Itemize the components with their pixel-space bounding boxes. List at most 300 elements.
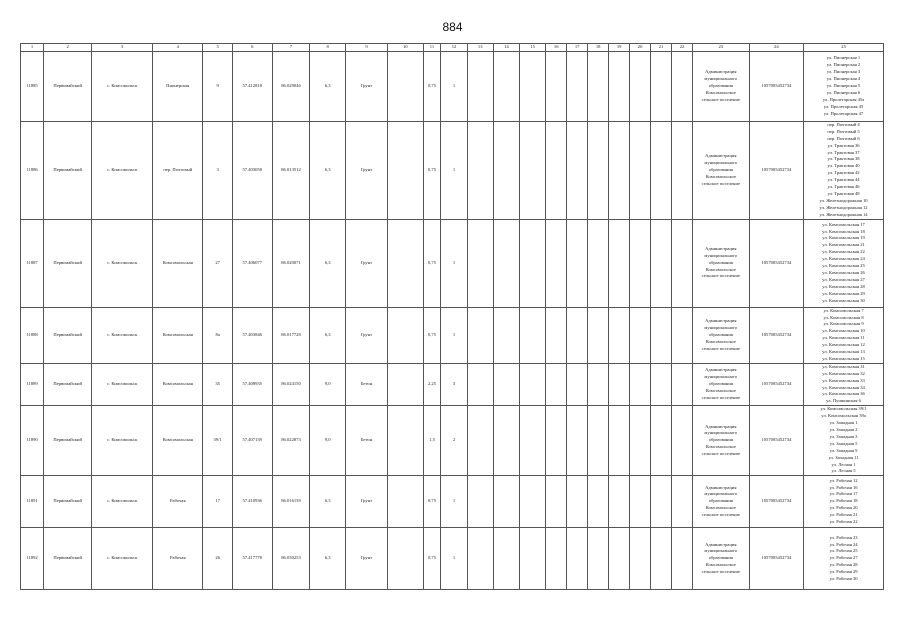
surface-material-cell: Грунт — [346, 51, 388, 121]
empty-cell — [630, 406, 651, 476]
surface-material-cell: Грунт — [346, 528, 388, 590]
empty-cell — [588, 219, 609, 307]
address-line: ул. Комсомольская 34 — [822, 384, 865, 390]
address-line: ул. Пионерская 4 — [826, 76, 861, 82]
container-count-cell: 1 — [441, 219, 467, 307]
served-addresses-cell — [804, 307, 884, 363]
longitude-cell: 86.017728 — [272, 307, 310, 363]
ogrn-cell: 1057005452734 — [749, 406, 804, 476]
address-line: ул. Рабочая 12 — [829, 477, 858, 483]
settlement-cell: с. Комсомольск — [92, 307, 153, 363]
address-line: ул. Западная 1 — [829, 420, 858, 426]
column-number-7: 7 — [272, 44, 310, 52]
table-row — [21, 363, 884, 405]
address-line: ул. Трактовая 40 — [827, 163, 860, 169]
row-id: 11886 — [21, 121, 44, 219]
area-cell: 6,3 — [310, 51, 346, 121]
empty-cell — [546, 476, 567, 528]
empty-cell — [493, 121, 519, 219]
empty-cell — [467, 307, 493, 363]
address-line: ул. Рабочая 25 — [829, 548, 858, 554]
table-row — [21, 121, 884, 219]
district-cell: Первомайский — [44, 121, 92, 219]
house-cell: 8а — [203, 307, 232, 363]
address-line: ул. Комсомольская 24 — [822, 256, 865, 262]
address-line: ул. Западная 2 — [829, 427, 858, 432]
empty-cell — [588, 528, 609, 590]
column-number-18: 18 — [588, 44, 609, 52]
empty-cell — [630, 528, 651, 590]
row-id: 11891 — [21, 476, 44, 528]
address-line: пер. Почтовый 6 — [827, 135, 860, 141]
address-line: ул. Комсомольская 11 — [822, 335, 865, 341]
empty-cell — [493, 406, 519, 476]
address-line: ул. Комсомольская 8 — [823, 314, 864, 320]
house-cell: 9 — [203, 51, 232, 121]
empty-cell — [588, 476, 609, 528]
address-line: ул. Комсомольская 39/1 — [820, 406, 867, 412]
empty-cell — [651, 363, 672, 405]
longitude-cell: 86.013512 — [272, 121, 310, 219]
longitude-cell: 86.020071 — [272, 219, 310, 307]
address-line: ул. Комсомольская 31 — [822, 363, 865, 369]
served-addresses-cell — [804, 219, 884, 307]
owner-line: сельское поселение — [701, 180, 740, 186]
owner-line: сельское поселение — [701, 273, 740, 279]
owner-line: Комсомольское — [705, 266, 736, 272]
owner-cell — [693, 363, 750, 405]
ogrn-cell: 1057005452734 — [749, 528, 804, 590]
address-line: ул. Рабочая 22 — [829, 519, 858, 525]
owner-line: Комсомольское — [705, 388, 736, 394]
owner-line: муниципального — [704, 76, 738, 82]
owner-line: Администрация — [705, 69, 737, 75]
owner-line: сельское поселение — [701, 345, 740, 351]
empty-cell — [546, 363, 567, 405]
empty-cell — [588, 363, 609, 405]
empty-cell — [546, 51, 567, 121]
empty-cell — [588, 307, 609, 363]
empty-cell — [672, 51, 693, 121]
table-row — [21, 307, 884, 363]
ogrn-cell: 1057005452734 — [749, 363, 804, 405]
area-cell: 6,3 — [310, 219, 346, 307]
settlement-cell: с. Комсомольск — [92, 51, 153, 121]
empty-cell — [387, 476, 423, 528]
empty-cell — [609, 121, 630, 219]
empty-cell — [520, 307, 546, 363]
empty-cell — [672, 307, 693, 363]
address-line: ул. Пролетарская 45 — [823, 103, 864, 109]
column-number-15: 15 — [520, 44, 546, 52]
address-line: ул. Комсомольская 15 — [822, 355, 865, 361]
column-number-12: 12 — [441, 44, 467, 52]
address-line: ул. Пионерская 2 — [826, 62, 861, 68]
address-line: ул. Рабочая 23 — [829, 534, 858, 540]
latitude-cell: 57.412818 — [232, 51, 272, 121]
surface-material-cell: Грунт — [346, 121, 388, 219]
address-line: ул. Рабочая 20 — [829, 505, 858, 511]
column-number-22: 22 — [672, 44, 693, 52]
empty-cell — [387, 528, 423, 590]
owner-line: Администрация — [705, 541, 737, 547]
district-cell: Первомайский — [44, 363, 92, 405]
address-line: ул. Рабочая 18 — [829, 498, 858, 504]
owner-line: муниципального — [704, 430, 738, 436]
owner-line: сельское поселение — [701, 512, 740, 518]
owner-line: Комсомольское — [705, 89, 736, 95]
longitude-cell: 86.016139 — [272, 476, 310, 528]
address-line: ул. Трактовая 42 — [827, 170, 860, 176]
owner-line: Комсомольское — [705, 505, 736, 511]
table-row — [21, 219, 884, 307]
empty-cell — [651, 307, 672, 363]
house-cell: 35 — [203, 363, 232, 405]
district-cell: Первомайский — [44, 406, 92, 476]
empty-cell — [520, 363, 546, 405]
owner-line: муниципального — [704, 324, 738, 330]
row-id: 11888 — [21, 307, 44, 363]
empty-cell — [546, 307, 567, 363]
owner-cell — [693, 406, 750, 476]
house-cell: 17 — [203, 476, 232, 528]
empty-cell — [672, 476, 693, 528]
house-cell: 39/1 — [203, 406, 232, 476]
address-line: ул. Комсомольская 7 — [823, 307, 864, 313]
address-line: ул. Западная 9 — [829, 447, 858, 453]
owner-line: сельское поселение — [701, 569, 740, 575]
owner-line: образования — [708, 331, 733, 337]
empty-cell — [546, 528, 567, 590]
address-line: ул. Пионерская 1 — [826, 55, 861, 61]
address-line: ул. Рабочая 28 — [829, 562, 858, 568]
empty-cell — [672, 363, 693, 405]
address-line: ул. Западная 5 — [829, 440, 858, 446]
column-number-row — [21, 44, 884, 52]
surface-material-cell: Бетон — [346, 363, 388, 405]
ogrn-cell: 1057005452734 — [749, 307, 804, 363]
area-cell: 9,0 — [310, 363, 346, 405]
row-id: 11890 — [21, 406, 44, 476]
latitude-cell: 57.410936 — [232, 476, 272, 528]
empty-cell — [672, 219, 693, 307]
district-cell: Первомайский — [44, 476, 92, 528]
address-line: ул. Комсомольская 17 — [822, 221, 865, 227]
column-number-3: 3 — [92, 44, 153, 52]
address-line: ул. Комсомольская 22 — [822, 249, 865, 255]
longitude-cell: 86.022873 — [272, 406, 310, 476]
empty-cell — [493, 528, 519, 590]
settlement-cell: с. Комсомольск — [92, 219, 153, 307]
address-line: ул. Трактовая 37 — [827, 149, 860, 155]
address-line: ул. Комсомольская 19 — [822, 235, 865, 241]
empty-cell — [630, 219, 651, 307]
street-cell: пер. Почтовый — [153, 121, 203, 219]
empty-cell — [630, 363, 651, 405]
empty-cell — [651, 528, 672, 590]
address-line: ул. Комсомольская 32 — [822, 370, 865, 376]
address-line: ул. Трактовая 48 — [827, 190, 860, 196]
empty-cell — [520, 406, 546, 476]
area-cell: 9,0 — [310, 406, 346, 476]
address-line: ул. Комсомольская 12 — [822, 342, 865, 348]
empty-cell — [467, 219, 493, 307]
served-addresses-cell — [804, 476, 884, 528]
owner-line: образования — [708, 555, 733, 561]
street-cell: Комсомольская — [153, 363, 203, 405]
empty-cell — [651, 121, 672, 219]
address-line: ул. Комсомольская 26 — [822, 270, 865, 275]
served-addresses-cell — [804, 51, 884, 121]
table-row — [21, 51, 884, 121]
empty-cell — [520, 219, 546, 307]
surface-material-cell: Грунт — [346, 219, 388, 307]
owner-line: муниципального — [704, 252, 738, 258]
owner-line: образования — [708, 498, 733, 504]
address-line: ул. Рабочая 27 — [829, 555, 858, 561]
owner-line: Комсомольское — [705, 338, 736, 344]
empty-cell — [467, 121, 493, 219]
empty-cell — [567, 51, 588, 121]
empty-cell — [567, 406, 588, 476]
settlement-cell: с. Комсомольск — [92, 476, 153, 528]
column-number-11: 11 — [423, 44, 441, 52]
column-number-10: 10 — [387, 44, 423, 52]
ogrn-cell: 1057005452734 — [749, 219, 804, 307]
empty-cell — [520, 51, 546, 121]
column-number-8: 8 — [310, 44, 346, 52]
column-number-5: 5 — [203, 44, 232, 52]
column-number-16: 16 — [546, 44, 567, 52]
address-line: ул. Комсомольская 36 — [822, 391, 865, 397]
empty-cell — [609, 219, 630, 307]
address-line: ул. Рабочая 24 — [829, 541, 858, 547]
house-cell: 26 — [203, 528, 232, 590]
empty-cell — [567, 528, 588, 590]
column-number-6: 6 — [232, 44, 272, 52]
latitude-cell: 57.417778 — [232, 528, 272, 590]
empty-cell — [630, 476, 651, 528]
empty-cell — [609, 406, 630, 476]
address-line: ул. Западная 11 — [828, 454, 859, 460]
district-cell: Первомайский — [44, 219, 92, 307]
owner-line: Администрация — [705, 152, 737, 158]
empty-cell — [387, 307, 423, 363]
owner-line: образования — [708, 437, 733, 443]
empty-cell — [493, 363, 519, 405]
empty-cell — [609, 528, 630, 590]
owner-line: образования — [708, 82, 733, 88]
empty-cell — [387, 51, 423, 121]
row-id: 11889 — [21, 363, 44, 405]
address-line: ул. Комсомольская 28 — [822, 283, 865, 289]
street-cell: Рабочая — [153, 528, 203, 590]
empty-cell — [651, 51, 672, 121]
column-number-19: 19 — [609, 44, 630, 52]
empty-cell — [609, 363, 630, 405]
empty-cell — [567, 307, 588, 363]
address-line: ул. Железнодорожная 10 — [819, 197, 868, 203]
address-line: ул. Рабочая 16 — [829, 484, 858, 490]
empty-cell — [467, 51, 493, 121]
owner-line: Администрация — [705, 317, 737, 323]
empty-cell — [651, 406, 672, 476]
address-line: ул. Комсомольская 18 — [822, 228, 865, 234]
latitude-cell: 57.403058 — [232, 121, 272, 219]
owner-line: Комсомольское — [705, 173, 736, 179]
owner-line: муниципального — [704, 548, 738, 554]
container-count-cell: 3 — [441, 363, 467, 405]
empty-cell — [630, 51, 651, 121]
address-line: пер. Почтовый 4 — [827, 121, 860, 127]
address-line: ул. Железнодорожная 12 — [819, 204, 868, 210]
empty-cell — [651, 476, 672, 528]
column-number-24: 24 — [749, 44, 804, 52]
empty-cell — [546, 121, 567, 219]
served-addresses-cell — [804, 406, 884, 476]
table-row — [21, 476, 884, 528]
empty-cell — [546, 406, 567, 476]
column-number-25: 25 — [804, 44, 884, 52]
column-number-20: 20 — [630, 44, 651, 52]
settlement-cell: с. Комсомольск — [92, 121, 153, 219]
empty-cell — [651, 219, 672, 307]
address-line: ул. Комсомольская 29 — [822, 290, 865, 296]
empty-cell — [609, 476, 630, 528]
empty-cell — [588, 51, 609, 121]
empty-cell — [609, 51, 630, 121]
address-line: ул. Пионерская 6 — [826, 89, 861, 95]
table-row — [21, 528, 884, 590]
address-line: ул. Комсомольская 30 — [822, 297, 865, 303]
address-line: пер. Почтовый 5 — [827, 128, 860, 134]
owner-cell — [693, 219, 750, 307]
empty-cell — [520, 528, 546, 590]
empty-cell — [493, 307, 519, 363]
owner-cell — [693, 51, 750, 121]
address-line: ул. Пушкинская 6 — [826, 398, 861, 404]
empty-cell — [467, 406, 493, 476]
address-line: ул. Железнодорожная 14 — [819, 211, 868, 217]
empty-cell — [672, 121, 693, 219]
empty-cell — [567, 219, 588, 307]
empty-cell — [387, 121, 423, 219]
address-line: ул. Пионерская 3 — [826, 69, 861, 75]
district-cell: Первомайский — [44, 528, 92, 590]
address-line: ул. Комсомольская 39а — [821, 413, 866, 419]
address-line: ул. Рабочая 17 — [829, 491, 858, 497]
address-line: ул. Лесная 1 — [831, 461, 856, 467]
address-line: ул. Пролетарская 47 — [823, 110, 864, 116]
surface-material-cell: Грунт — [346, 476, 388, 528]
column-number-9: 9 — [346, 44, 388, 52]
latitude-cell: 57.403846 — [232, 307, 272, 363]
address-line: ул. Рабочая 21 — [829, 512, 858, 518]
empty-cell — [546, 219, 567, 307]
longitude-cell: 86.024150 — [272, 363, 310, 405]
street-cell: Комсомольская — [153, 307, 203, 363]
owner-line: образования — [708, 166, 733, 172]
address-line: ул. Комсомольская 9 — [823, 321, 864, 327]
ogrn-cell: 1057005452734 — [749, 121, 804, 219]
volume-cell: 0,75 — [423, 219, 441, 307]
owner-line: Администрация — [705, 367, 737, 373]
area-cell: 6,3 — [310, 121, 346, 219]
volume-cell: 0,75 — [423, 307, 441, 363]
owner-line: сельское поселение — [701, 451, 740, 457]
owner-line: Комсомольское — [705, 444, 736, 450]
owner-line: Администрация — [705, 245, 737, 251]
owner-line: муниципального — [704, 491, 738, 497]
container-count-cell: 1 — [441, 528, 467, 590]
address-line: ул. Комсомольская 27 — [822, 276, 865, 282]
empty-cell — [630, 121, 651, 219]
area-cell: 6,3 — [310, 307, 346, 363]
container-count-cell: 1 — [441, 51, 467, 121]
address-line: ул. Трактовая 38 — [827, 156, 860, 162]
volume-cell: 0,75 — [423, 51, 441, 121]
volume-cell: 1,5 — [423, 406, 441, 476]
empty-cell — [567, 363, 588, 405]
volume-cell: 0,75 — [423, 528, 441, 590]
empty-cell — [630, 307, 651, 363]
column-number-1: 1 — [21, 44, 44, 52]
district-cell: Первомайский — [44, 307, 92, 363]
empty-cell — [387, 406, 423, 476]
owner-line: Комсомольское — [705, 562, 736, 568]
owner-line: сельское поселение — [701, 394, 740, 400]
volume-cell: 0,75 — [423, 121, 441, 219]
address-line: ул. Пионерская 5 — [826, 82, 861, 88]
house-cell: 3 — [203, 121, 232, 219]
address-line: ул. Западная 3 — [829, 433, 858, 439]
owner-line: муниципального — [704, 159, 738, 165]
district-cell: Первомайский — [44, 51, 92, 121]
container-count-cell: 1 — [441, 121, 467, 219]
owner-line: сельское поселение — [701, 96, 740, 102]
owner-cell — [693, 307, 750, 363]
area-cell: 6,3 — [310, 476, 346, 528]
column-number-2: 2 — [44, 44, 92, 52]
ogrn-cell: 1057005452734 — [749, 476, 804, 528]
latitude-cell: 57.407139 — [232, 406, 272, 476]
page-number: 884 — [442, 20, 463, 34]
served-addresses-cell — [804, 121, 884, 219]
owner-line: образования — [708, 381, 733, 387]
address-line: ул. Трактовая 36 — [827, 142, 860, 148]
empty-cell — [520, 476, 546, 528]
empty-cell — [493, 476, 519, 528]
empty-cell — [467, 363, 493, 405]
column-number-21: 21 — [651, 44, 672, 52]
address-line: ул. Рабочая 30 — [829, 576, 858, 582]
column-number-4: 4 — [153, 44, 203, 52]
empty-cell — [567, 121, 588, 219]
empty-cell — [493, 219, 519, 307]
container-count-cell: 1 — [441, 476, 467, 528]
street-cell: Пионерская — [153, 51, 203, 121]
street-cell: Комсомольская — [153, 406, 203, 476]
address-line: ул. Комсомольская 33 — [822, 377, 865, 383]
container-count-cell: 2 — [441, 406, 467, 476]
empty-cell — [588, 121, 609, 219]
empty-cell — [493, 51, 519, 121]
owner-cell — [693, 528, 750, 590]
address-line: ул. Комсомольская 13 — [822, 349, 865, 355]
address-line: ул. Трактовая 44 — [827, 177, 860, 183]
area-cell: 6,3 — [310, 528, 346, 590]
address-line: ул. Трактовая 46 — [827, 184, 860, 190]
